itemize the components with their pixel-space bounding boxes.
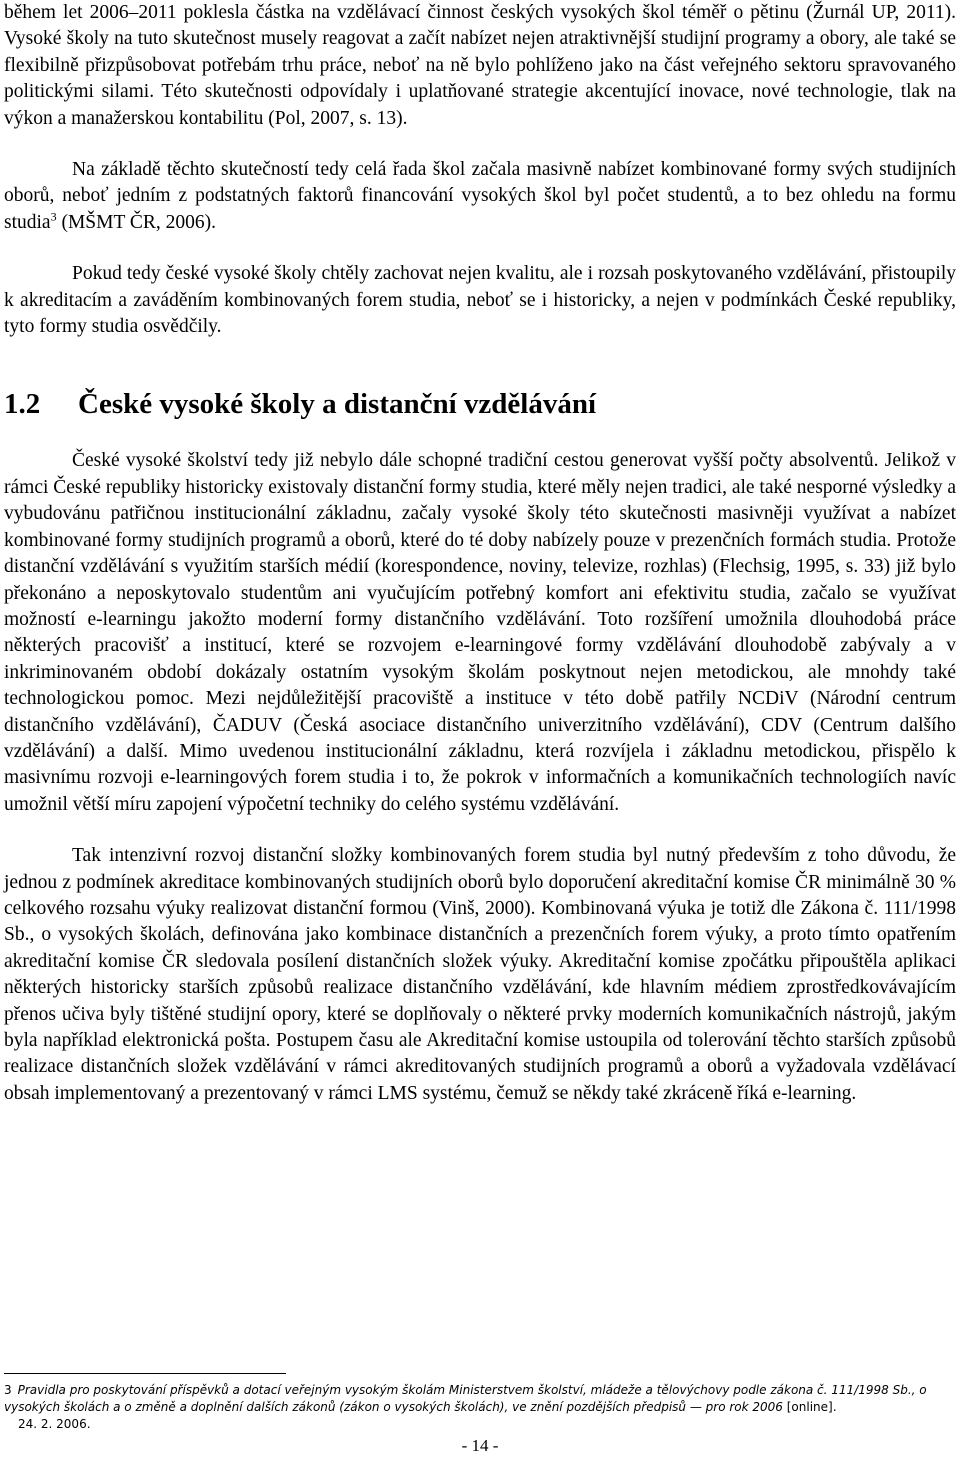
footnote xyxy=(4,1382,956,1433)
footnote-date: 24. 2. 2006. xyxy=(18,1417,91,1431)
footnote-reference: 3 xyxy=(50,209,57,224)
spacer xyxy=(4,132,956,157)
section-heading xyxy=(4,387,956,421)
document-page xyxy=(4,0,956,1107)
paragraph-2-text: Na základě těchto skutečností tedy celá řada škol začala masivně nabízet kombinované formy svých studijních oborů, neboť jedním z podstatných faktorů financování vysokých škol byl počet studentů, a to bez ohledu na formu studia xyxy=(4,159,956,233)
paragraph-2 xyxy=(4,157,956,236)
page-number: - 14 - xyxy=(461,1436,499,1455)
spacer xyxy=(4,421,956,448)
paragraph-3: Pokud tedy české vysoké školy chtěly zachovat nejen kvalitu, ale i rozsah poskytovaného vzdělávání, přistoupily k akreditacím a zaváděním kombinovaných forem studia, neboť se i historicky, a nejen v podmínkách České republiky, tyto formy studia osvědčily. xyxy=(4,263,956,338)
paragraph-4: České vysoké školství tedy již nebylo dále schopné tradiční cestou generovat vyšší počty absolventů. Jelikož v rámci České republiky historicky existovaly distanční formy studia, které měly nejen tradici, ale také nesporné výsledky a vybudovánu patřičnou institucionální základnu, začaly vysoké školy této skutečnosti masivněji využívat a nabízet kombinované formy studijních programů a oborů, které do té doby nabízely pouze v prezenčních formách studia. Protože distanční vzdělávání s využitím starších médií (korespondence, noviny, televize, rozhlas) (Flechsig, 1995, s. 33) již bylo překonáno a neposkytovalo studentům ani vyučujícím potřebný komfort ani efektivitu studia, začalo se využívat možností e-learningu jakožto moderní formy distančního vzdělávání. Toto rozšíření umožnila dlouhodobá práce některých pracovišť a institucí, které se rozvojem e-learningové formy vzdělávání dlouhodobě zabývaly a v inkriminovaném období dokázaly ostatním vysokým školám poskytnout nejen metodickou, ale mnohdy také technologickou pomoc. Mezi nejdůležitější pracoviště a instituce v této době patřily NCDiV (Národní centrum distančního vzdělávání), ČADUV (Česká asociace distančního univerzitního vzdělávání), CDV (Centrum dalšího vzdělávání) a další. Mimo uvedenou institucionální základnu, která rozvíjela i základnu metodickou, přispělo k masivnímu rozvoji e-learningových forem studia i to, že pokrok v informačních a komunikačních technologiích navíc umožnil větší míru zapojení výpočetní techniky do celého systému vzdělávání. xyxy=(4,450,956,815)
spacer xyxy=(4,340,956,387)
footnote-suffix: [online]. xyxy=(782,1400,837,1414)
paragraph-1: během let 2006–2011 poklesla částka na vzdělávací činnost českých vysokých škol téměř o pětinu (Žurnál UP, 2011). Vysoké školy na tuto skutečnost musely reagovat a začít nabízet nejen atraktivnější studijní programy a obory, ale také se flexibilně přizpůsobovat potřebám trhu práce, neboť na ně bylo pohlíženo jako na část veřejného sektoru spravovaného politickými silami. Této skutečnosti odpovídaly i uplatňované strategie akcentující inovace, nové technologie, tlak na výkon a manažerskou kontabilitu (Pol, 2007, s. 13). xyxy=(4,2,956,129)
paragraph-2-end: (MŠMT ČR, 2006). xyxy=(56,211,217,233)
footnote-divider xyxy=(4,1373,286,1374)
section-title: České vysoké školy a distanční vzdělávání xyxy=(78,388,597,421)
footnote-text: Pravidla pro poskytování příspěvků a dotací veřejným vysokým školám Ministerstvem školství, mládeže a tělovýchovy podle zákona č. 111/1998 Sb., o vysokých školách a o změně a doplnění dalších zákonů (zákon o vysokých školách), ve znění pozdějších předpisů — pro rok 2006 xyxy=(4,1383,927,1414)
spacer xyxy=(4,818,956,843)
spacer xyxy=(4,236,956,261)
footnote-mark: 3 xyxy=(4,1383,12,1397)
paragraph-5: Tak intenzivní rozvoj distanční složky kombinovaných forem studia byl nutný především z toho důvodu, že jednou z podmínek akreditace kombinovaných studijních oborů bylo doporučení akreditační komise ČR minimálně 30 % celkového rozsahu výuky realizovat distanční formou (Vinš, 2000). Kombinovaná výuka je totiž dle Zákona č. 111/1998 Sb., o vysokých školách, definována jako kombinace distančních a prezenčních forem výuky, a proto tímto opatřením akreditační komise ČR sledovala posílení distančních složek výuky. Akreditační komise zpočátku připouštěla aplikaci některých historicky starších způsobů realizace distančního vzdělávání, kde hlavním médiem zprostředkovávajícím přenos učiva byly tištěné studijní opory, které se doplňovaly o některé prvky moderních komunikačních nástrojů, jakým byla například elektronická pošta. Postupem času ale Akreditační komise ustoupila od tolerování těchto starších způsobů realizace distančních složek vzdělávání v rámci akreditovaných studijních programů a oborů a vyžadovala vzdělávací obsah implementovaný a prezentovaný v rámci LMS systému, čemuž se někdy také zkráceně říká e-learning. xyxy=(4,845,956,1104)
section-number: 1.2 xyxy=(4,388,41,421)
